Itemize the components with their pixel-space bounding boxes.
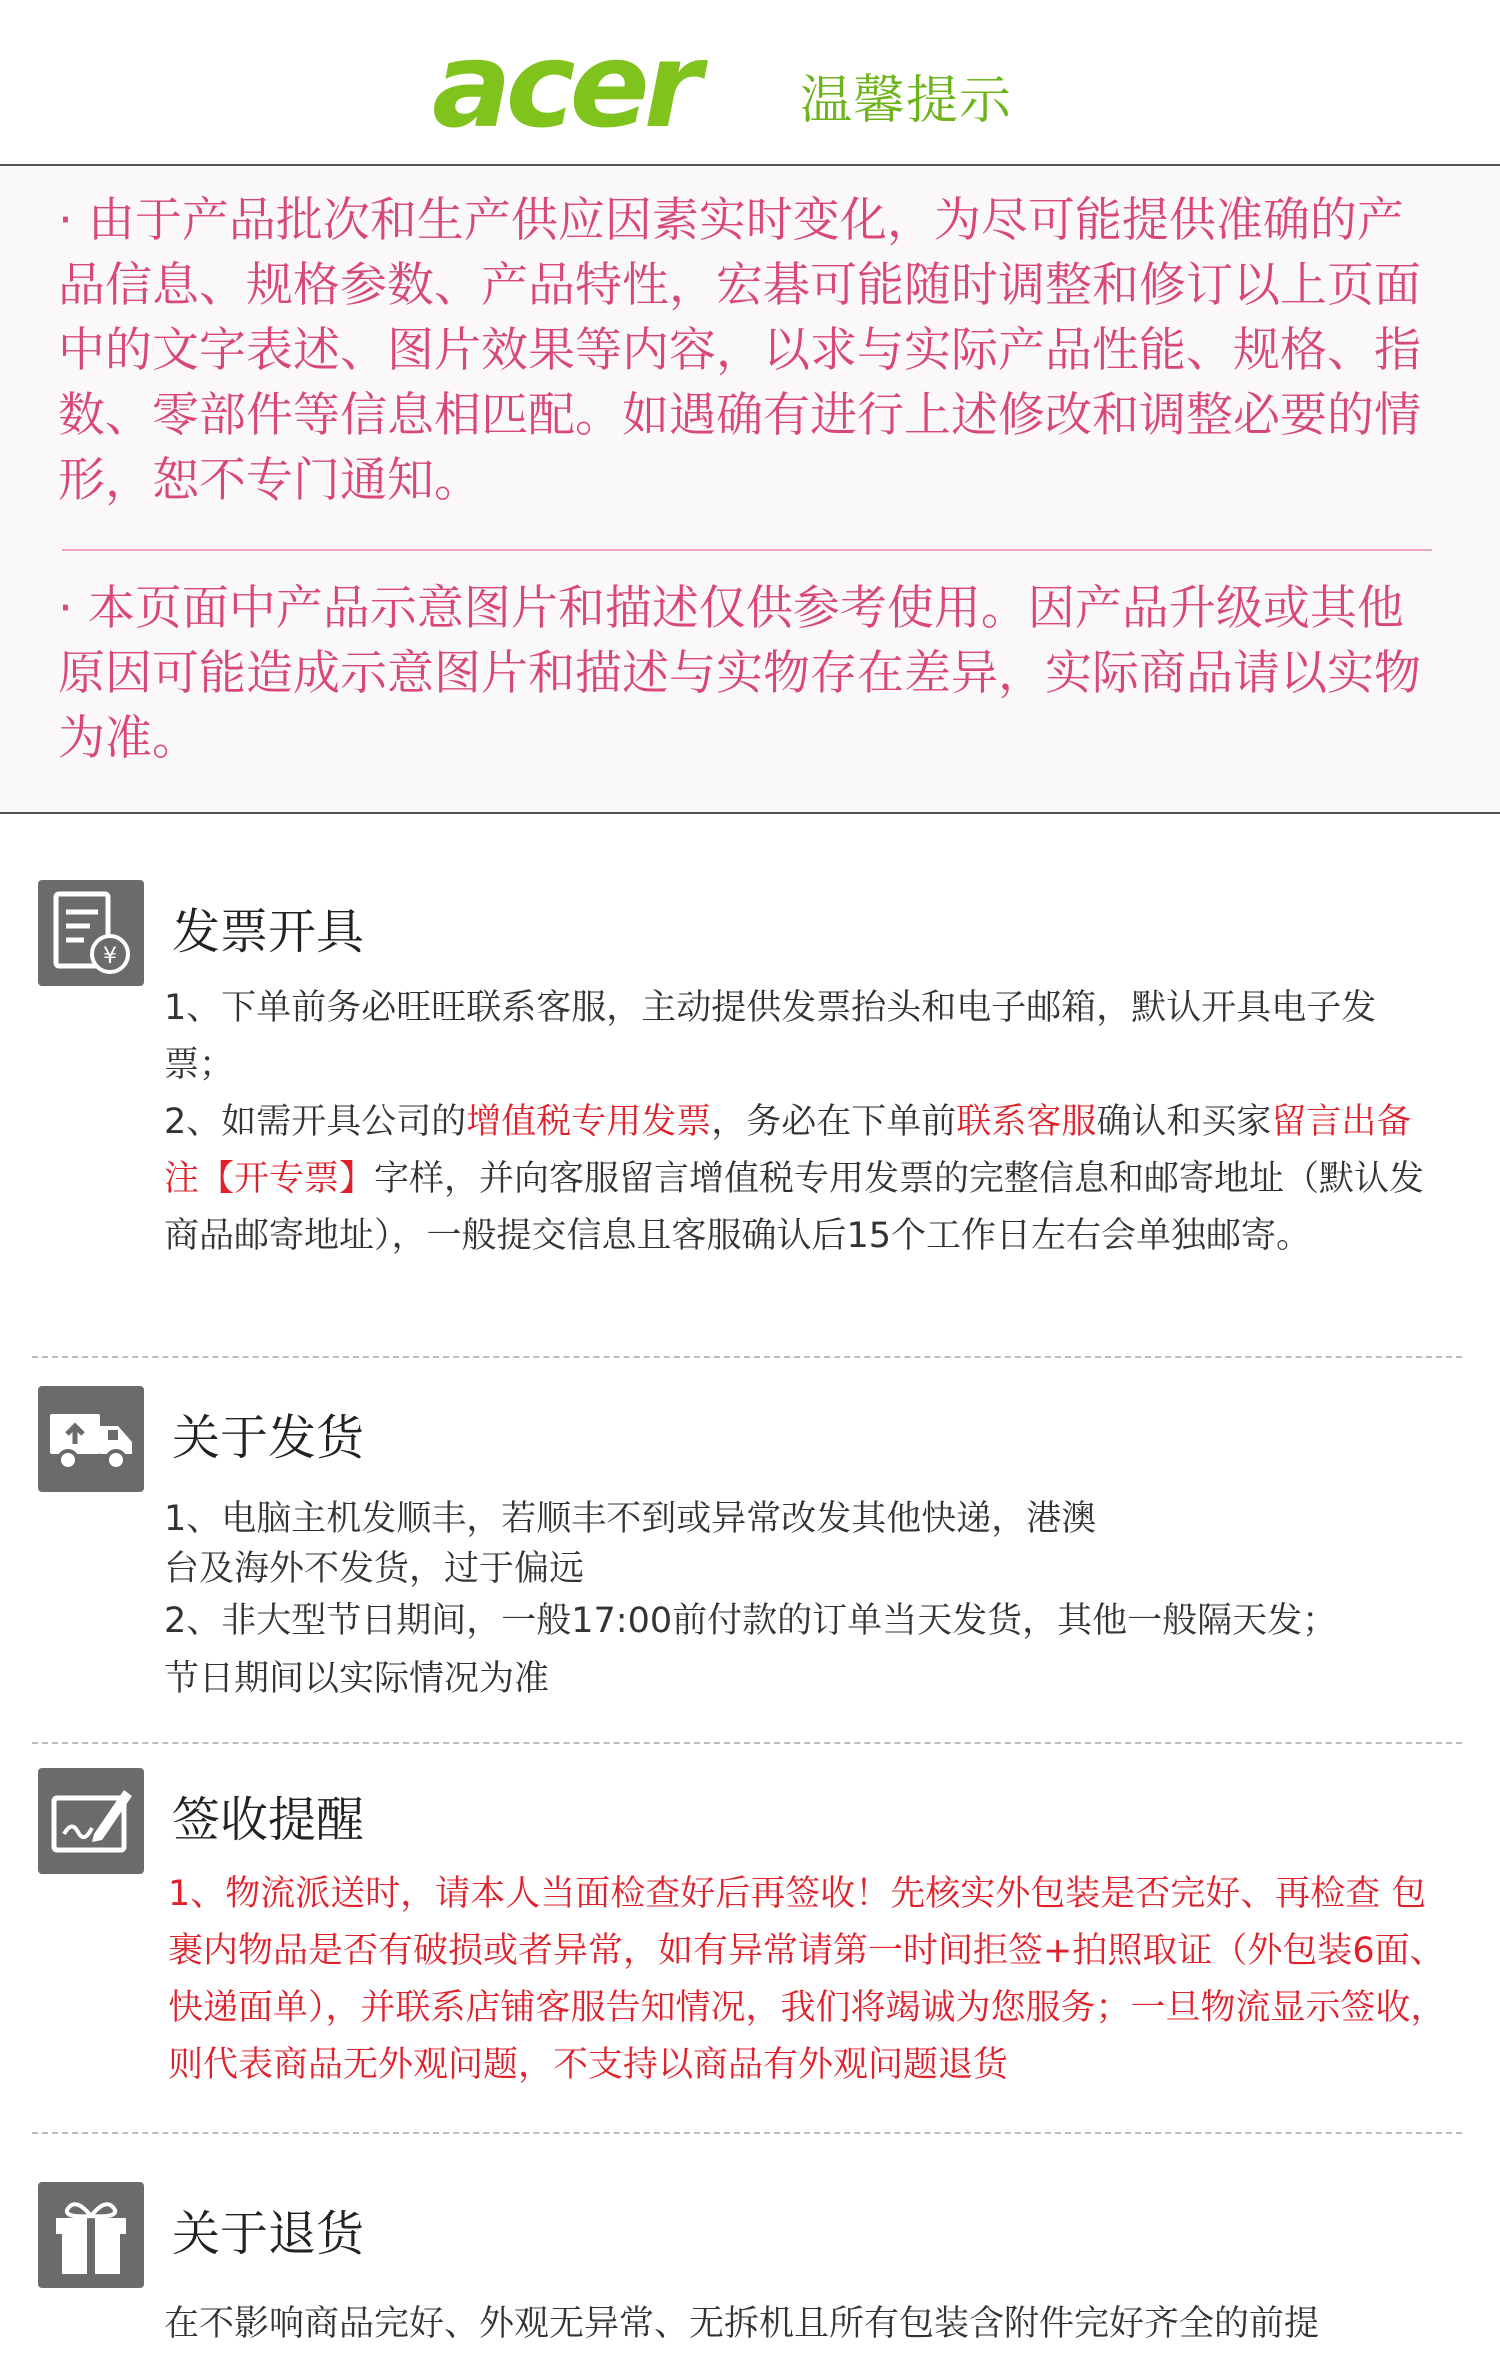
invoice-line-2e: 确认和买家: [1096, 1102, 1272, 1142]
notice-box: [0, 164, 1500, 814]
section-title: 签收提醒: [172, 1792, 365, 1848]
invoice-icon: [38, 880, 144, 986]
section-body: 在不影响商品完好、外观无异常、无拆机且所有包装含附件完好齐全的前提: [164, 2304, 1320, 2344]
contact-service-highlight: 联系客服: [956, 1102, 1097, 1142]
section-body: 1、物流派送时，请本人当面检查好后再签收！先核实外包装是否完好、再检查 包裹内物品是否有破损或者异常，如有异常请第一时间拒签+拍照取证（外包装6面、快递面单），并联系店铺客服告知情况，我们将竭诚为您服务；一旦物流显示签收，则代表商品无外观问题，不支持以商品有外观问题退货: [168, 1874, 1446, 2085]
sign-icon: [38, 1768, 144, 1874]
section-title: 关于退货: [172, 2206, 365, 2262]
dashed-divider: [32, 1356, 1462, 1358]
header: [0, 0, 1500, 164]
truck-icon: [38, 1386, 144, 1492]
invoice-line-2a: 2、如需开具公司的: [164, 1102, 467, 1142]
dashed-divider: [32, 2132, 1462, 2134]
notice-paragraph-2: · 本页面中产品示意图片和描述仅供参考使用。因产品升级或其他原因可能造成示意图片和描述与实物存在差异，实际商品请以实物为准。: [58, 581, 1421, 766]
section-body: [164, 980, 1444, 1265]
gift-icon: [38, 2182, 144, 2288]
notice-paragraph-1: · 由于产品批次和生产供应因素实时变化，为尽可能提供准确的产品信息、规格参数、产品特性，宏碁可能随时调整和修订以上页面中的文字表述、图片效果等内容，以求与实际产品性能、规格、指数、零部件等信息相匹配。如遇确有进行上述修改和调整必要的情形，恕不专门通知。: [58, 193, 1421, 508]
remark-highlight: 留言出备注【开专票】: [164, 1102, 1412, 1199]
section-title: 发票开具: [172, 904, 365, 960]
header-title: 温馨提示: [800, 71, 1013, 131]
invoice-line-2g: 字样，并向客服留言增值税专用发票的完整信息和邮寄地址（默认发商品邮寄地址），一般提交信息且客服确认后15个工作日左右会单独邮寄。: [164, 1159, 1425, 1256]
section-body: [164, 1492, 1444, 1708]
vat-invoice-highlight: 增值税专用发票: [466, 1102, 712, 1142]
shipping-line-2: 台及海外不发货，过于偏远: [164, 1549, 585, 1589]
shipping-line-3: 2、非大型节日期间，一般17:00前付款的订单当天发货，其他一般隔天发；: [164, 1601, 1338, 1641]
shipping-line-4: 节日期间以实际情况为准: [164, 1659, 550, 1699]
acer-logo: acer: [432, 16, 696, 154]
invoice-line-1: 1、下单前务必旺旺联系客服，主动提供发票抬头和电子邮箱，默认开具电子发票；: [164, 988, 1377, 1085]
section-title: 关于发货: [172, 1410, 365, 1466]
shipping-line-1: 1、电脑主机发顺丰，若顺丰不到或异常改发其他快递，港澳: [164, 1499, 1097, 1539]
dashed-divider: [32, 1742, 1462, 1744]
invoice-line-2c: ，务必在下单前: [711, 1102, 957, 1142]
svg-text:¥: ¥: [103, 944, 117, 969]
notice-divider: [62, 549, 1432, 551]
